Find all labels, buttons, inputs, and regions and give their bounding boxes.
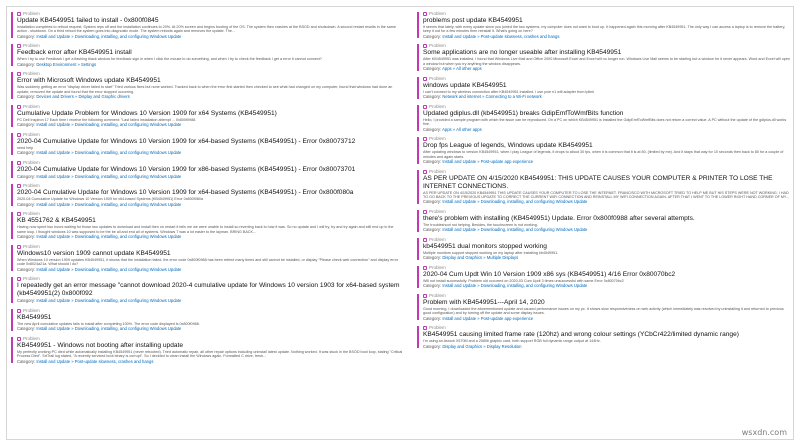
category-path-link[interactable]: Apps » All other apps bbox=[442, 126, 482, 132]
category-path-link[interactable]: Desktop Environment » Settings bbox=[36, 61, 97, 67]
category-label: Category: bbox=[17, 358, 36, 364]
problem-title-link[interactable]: I repeatedly get an error message "cannot download 2020-4 cumulative update for Windows 10 version 1903 for x64-based system (kb4549951(2) 0x800f092 bbox=[17, 282, 400, 298]
problem-tag-label: Problem bbox=[429, 103, 446, 109]
problem-tag-label: Problem bbox=[429, 325, 446, 331]
problem-category bbox=[423, 199, 791, 205]
problem-icon bbox=[423, 137, 427, 141]
problem-category bbox=[423, 66, 791, 72]
problem-description: Having now spent two hours waiting for those two updates to download and install then on restart it tells me we were unable to install so reverting back to how it was. So no update and I will try, try and try again and still end up in the same loop. I thought windows 10 was supposed to be the be all and end all of systems. Windows 7 was a lot easier to the layman. BRING BACK... bbox=[17, 225, 394, 234]
problem-item[interactable] bbox=[11, 211, 403, 239]
problem-item[interactable] bbox=[11, 244, 403, 272]
problem-title-link[interactable]: 2020-04 Cumulative Update for Windows 10 Version 1909 for x64-based Systems (KB4549951) - Error 0x80073712 bbox=[17, 137, 356, 145]
problem-category bbox=[423, 94, 791, 100]
problem-description: 2020-04 Cumulative Update for Windows 10 Version 1909 for x64-based Systems (KB4549951) Error 0x800f080a bbox=[17, 197, 203, 202]
category-label: Category: bbox=[423, 66, 442, 72]
problem-title-link[interactable]: Cumulative Update Problem for Windows 10 Version 1909 for x64 Systems (KB4549951) bbox=[17, 109, 277, 117]
category-path-link[interactable]: Install and Update » Post-update slowness, crashes and hangs bbox=[442, 33, 560, 39]
problem-description: need help bbox=[17, 145, 34, 150]
problem-item[interactable] bbox=[417, 265, 791, 289]
category-path-link[interactable]: Install and Update » Downloading, installing, and configuring Windows Update bbox=[36, 234, 182, 240]
problem-item[interactable] bbox=[11, 308, 403, 332]
problem-icon bbox=[17, 161, 21, 165]
problem-category bbox=[17, 234, 403, 240]
category-path-link[interactable]: Install and Update » Downloading, installing, and configuring Windows Update bbox=[36, 33, 182, 39]
problem-tag-label: Problem bbox=[23, 183, 40, 189]
problem-item[interactable] bbox=[417, 43, 791, 71]
problem-title-link[interactable]: Drop fps League of legends, Windows update KB4549951 bbox=[423, 142, 593, 150]
problem-title-link[interactable]: Some applications are no longer useable after installing KB4549951 bbox=[423, 49, 622, 57]
problem-item[interactable] bbox=[11, 160, 403, 180]
category-path-link[interactable]: Apps » All other apps bbox=[442, 66, 482, 72]
problem-tag-label: Problem bbox=[429, 292, 446, 298]
problem-tag-label: Problem bbox=[429, 208, 446, 214]
problem-title-link[interactable]: 2020-04 Cumulative Update for Windows 10 Version 1909 for x64-based Systems (KB4549951) - Error 0x800f080a bbox=[17, 189, 354, 197]
category-label: Category: bbox=[17, 326, 36, 332]
problem-icon bbox=[17, 277, 21, 281]
watermark: wsxdn.com bbox=[741, 428, 787, 437]
category-path-link[interactable]: Install and Update » Downloading, installing, and configuring Windows Update bbox=[36, 201, 182, 207]
problem-tag-label: Problem bbox=[23, 276, 40, 282]
problem-icon bbox=[423, 294, 427, 298]
category-path-link[interactable]: Install and Update » Downloading, installing, and configuring Windows Update bbox=[442, 199, 588, 205]
problem-category bbox=[423, 283, 791, 289]
problem-title-link[interactable]: KB4549951 causing limited frame rate (120hz) and wrong colour settings (YCbCr422/limited dynamic range) bbox=[423, 331, 739, 339]
problem-icon bbox=[17, 133, 21, 137]
problem-item[interactable] bbox=[417, 104, 791, 132]
problem-tag-label: Problem bbox=[429, 136, 446, 142]
problem-icon bbox=[423, 12, 427, 16]
problem-title-link[interactable]: Problem with KB4549951---April 14, 2020 bbox=[423, 298, 545, 306]
problem-tag-label: Problem bbox=[429, 168, 446, 174]
problem-item[interactable] bbox=[417, 325, 791, 349]
problem-title-link[interactable]: windows update KB4549951 bbox=[423, 81, 507, 89]
category-label: Category: bbox=[17, 173, 36, 179]
problem-category bbox=[17, 267, 403, 273]
problem-title-link[interactable]: there's problem with installing (KB4549951) Update. Error 0x800f0988 after several attempts. bbox=[423, 214, 695, 222]
problem-description: The troubleshoot not helping. Besides, the touchscreen is not working. bbox=[423, 222, 538, 227]
problem-description: My perfectly working PC died while automatically installing KB4549951 (never rebooted). Tried automatic repair, all other repair options including uninstall latest update. Nothing worked. It was stuck in the BSOD boot loop, stating "Critical Process Died". SrtTrail log stated, "A recently serviced boot binary is corrupt". So I decided to clean install the Windows again. Formatted C drive, fresh... bbox=[17, 349, 403, 359]
category-label: Category: bbox=[423, 255, 442, 261]
category-path-link[interactable]: Install and Update » Post-update slowness, crashes and hangs bbox=[36, 358, 154, 364]
problem-icon bbox=[17, 44, 21, 48]
problem-category bbox=[423, 344, 791, 350]
results-column-right bbox=[417, 11, 791, 353]
category-label: Category: bbox=[423, 227, 442, 233]
problem-item[interactable] bbox=[417, 76, 791, 100]
problem-tag-label: Problem bbox=[23, 103, 40, 109]
problem-title-link[interactable]: KB4549951 bbox=[17, 313, 52, 321]
problem-item[interactable] bbox=[11, 71, 403, 99]
problem-category bbox=[17, 359, 403, 365]
problem-category bbox=[17, 150, 403, 156]
problem-category bbox=[17, 122, 403, 128]
category-label: Category: bbox=[17, 33, 36, 39]
category-label: Category: bbox=[17, 122, 36, 128]
problem-description: After updating windows to version KB4549951, when I play League of legends, it drops to about 30 fps, when it is common that it is at 80, (limited by me). And it stays that way for 10 seconds then back to 80 for a couple of minutes and again starts. bbox=[423, 150, 784, 159]
category-label: Category: bbox=[423, 126, 442, 132]
problem-item[interactable] bbox=[11, 43, 403, 67]
problem-category bbox=[423, 227, 791, 233]
problem-item[interactable] bbox=[417, 136, 791, 164]
problem-description: Will not install successfully. Problem old occurred on 2020-03 Cum Updt 3 times unsuccessful with same Error 0x80070bc2 bbox=[423, 278, 624, 283]
problem-tag-label: Problem bbox=[429, 75, 446, 81]
problem-tag-label: Problem bbox=[23, 159, 40, 165]
problem-description: Multiple monitors support stopped working on my laptop after installing kb4549951. bbox=[423, 250, 559, 255]
problem-item[interactable] bbox=[417, 209, 791, 233]
problem-icon bbox=[17, 212, 21, 216]
problem-icon bbox=[423, 77, 427, 81]
problem-description: Was suddenly getting an error "display driver failed to start" Tried various fixes but none worked. Tracked back to when the error first started then checked to see what had changed on my computer, found that windows had done an update, removed the update and found that the error stopped occurring. bbox=[17, 85, 393, 94]
problem-tag-label: Problem bbox=[429, 43, 446, 49]
problem-category bbox=[17, 326, 403, 332]
category-label: Category: bbox=[17, 234, 36, 240]
problem-category bbox=[423, 34, 791, 40]
category-path-link[interactable]: Install and Update » Downloading, installing, and configuring Windows Update bbox=[36, 122, 182, 128]
category-path-link[interactable]: Install and Update » Downloading, installing, and configuring Windows Update bbox=[442, 283, 588, 289]
category-label: Category: bbox=[17, 150, 36, 156]
problem-category bbox=[423, 316, 791, 322]
problem-item[interactable] bbox=[417, 237, 791, 261]
category-label: Category: bbox=[423, 315, 442, 321]
category-label: Category: bbox=[17, 201, 36, 207]
problem-description: Good morning. I downloaded the aforementioned update and caused performance issues on my pc. It shows slow responsiveness on web activity (which immediately was resolved by uninstalling it and returned to previous good configuration) and by turning off the update and some display issues. bbox=[423, 306, 784, 316]
category-label: Category: bbox=[423, 283, 442, 289]
problem-description: I can't connect to my wireless connection after KB4549951 installed. I use pcie n1 wifi adapter from tplink bbox=[423, 89, 595, 94]
problem-icon bbox=[423, 266, 427, 270]
problem-icon bbox=[17, 309, 21, 313]
category-label: Category: bbox=[423, 33, 442, 39]
problem-item[interactable] bbox=[11, 104, 403, 128]
problem-category bbox=[17, 202, 403, 208]
problem-item[interactable] bbox=[11, 183, 403, 207]
category-path-link[interactable]: Install and Update » Downloading, installing, and configuring Windows Update bbox=[36, 266, 182, 272]
category-label: Category: bbox=[17, 266, 36, 272]
category-path-link[interactable]: Install and Update » Downloading, installing, and configuring Windows Update bbox=[442, 227, 588, 233]
problem-title-link[interactable]: AS PER UPDATE ON 4/15/2020 KB4549951: THIS UPDATE CAUSES YOUR COMPUTER & PRINTER TO LOSE THE INTERNET CONNECTIONS. bbox=[423, 174, 773, 190]
category-label: Category: bbox=[423, 94, 442, 100]
problem-icon bbox=[423, 210, 427, 214]
problem-tag-label: Problem bbox=[429, 11, 446, 16]
problem-title-link[interactable]: kb4549951 dual monitors stopped working bbox=[423, 242, 547, 250]
problem-category bbox=[17, 62, 403, 68]
category-path-link[interactable]: Install and Update » Post-update app experience bbox=[442, 315, 534, 321]
problem-category bbox=[17, 34, 403, 40]
problem-title-link[interactable]: Update KB4549951 failed to install - 0x800f0845 bbox=[17, 17, 159, 24]
problem-icon bbox=[423, 105, 427, 109]
category-path-link[interactable]: Install and Update » Downloading, installing, and configuring Windows Update bbox=[36, 150, 182, 156]
results-column-left bbox=[11, 11, 403, 368]
problem-icon bbox=[17, 72, 21, 76]
problem-icon bbox=[17, 105, 21, 109]
problem-item[interactable] bbox=[11, 336, 403, 364]
problem-category bbox=[17, 94, 403, 100]
problem-icon bbox=[17, 184, 21, 188]
problem-description: Hello, I provided a sample program with which the issue can be reproduced. On a PC on which KB4549951 is installed the GdipEmfToWmfBits does not return a correct value. A PC without the update of the gdiplus.dll works fine. bbox=[423, 117, 787, 127]
problem-description: AS PER UPDATE ON 4/15/2020 KB4549951 THIS UPDATE CAUSES YOUR COMPUTER TO LOSE THE INTERNET. FRANCISCO WITH MICROSOFT TRIED TO HELP ME BUT HIS STEPS WERE NOT WORKING. I HAD TO GO BACK TO THE PREVIOUS UPDATE TO CORRECT THE CURRENT WIFI CONNECTION AND REINSTALL MY WIFI CONNECTION AGAIN. AFTER THAT I WENT TO THE LOWER RIGHT HAND CORNER OF MY... bbox=[423, 190, 789, 199]
problem-icon bbox=[423, 170, 427, 174]
category-path-link[interactable]: Install and Update » Downloading, installing, and configuring Windows Update bbox=[36, 173, 182, 179]
category-label: Category: bbox=[423, 343, 442, 349]
category-path-link[interactable]: Devices and Drivers » Display and Graphic drivers bbox=[36, 94, 130, 100]
problem-icon bbox=[17, 12, 21, 16]
problem-description: The new April cumulative updates fails to install after completing 100%. The error code displayed is 0x800f0988. bbox=[17, 321, 200, 326]
problem-item[interactable] bbox=[11, 132, 403, 156]
problem-category bbox=[423, 127, 791, 133]
problem-description: It seems that lately, with every update since you joined the two systems, my computer does not want to boot up. It happened again this morning after KB4549951. The only way I can access a laptop is to remove the battery, keep it out for a few minutes then reinstall it. What's going on here? bbox=[423, 25, 786, 34]
problem-title-link[interactable]: KB4549951 - Windows not booting after installing update bbox=[17, 341, 184, 349]
problem-title-link[interactable]: problems post update KB4549951 bbox=[423, 17, 523, 24]
category-label: Category: bbox=[423, 158, 442, 164]
category-label: Category: bbox=[17, 298, 36, 304]
category-path-link[interactable]: Install and Update » Downloading, installing, and configuring Windows Update bbox=[36, 326, 182, 332]
problem-description: After KB4549951 was installed, I found that Windows Live Mail and Office 2000 Microsoft Excel and Excel will no longer run. Windows Live Mail seems to be starting but a window for it never appears. Word and Excel will open a window but when you try anything the window disappears. bbox=[423, 57, 790, 66]
problem-title-link[interactable]: Error with Microsoft Windows update KB4549951 bbox=[17, 77, 161, 85]
problem-tag-label: Problem bbox=[23, 131, 40, 137]
category-label: Category: bbox=[17, 61, 36, 67]
category-path-link[interactable]: Display and Graphics » Display Resolution bbox=[442, 343, 522, 349]
results-panel bbox=[6, 6, 794, 440]
problem-item[interactable] bbox=[417, 169, 791, 205]
problem-item[interactable] bbox=[11, 276, 403, 304]
problem-description: When Windows 10 version 1909 updates KB4549951, it shows that the installation failed, the error code 0x800f0988 has been retried many times and still cannot be installed, or display "Please check web connection" and display error code 0x8024a21a. What should I do? bbox=[17, 257, 399, 267]
problem-tag-label: Problem bbox=[23, 211, 40, 217]
category-label: Category: bbox=[423, 199, 442, 205]
problem-category bbox=[423, 159, 791, 165]
problem-tag-label: Problem bbox=[23, 243, 40, 249]
category-path-link[interactable]: Display and Graphics » Multiple Displays bbox=[442, 255, 519, 261]
problem-item[interactable] bbox=[417, 293, 791, 321]
problem-description: When I try to use Feedback I get a flashing black window for feedback sign in when I click the mouse to do something, and when I try to check the feedback I get a error it cannot connect? bbox=[17, 57, 322, 62]
problem-title-link[interactable]: Updated gdiplus.dll (kb4549951) breaks GdipEmfToWmfBits function bbox=[423, 109, 624, 117]
problem-item[interactable] bbox=[11, 11, 403, 39]
category-path-link[interactable]: Install and Update » Downloading, installing, and configuring Windows Update bbox=[36, 298, 182, 304]
problem-title-link[interactable]: Windows10 version 1909 cannot update KB4549951 bbox=[17, 249, 171, 257]
problem-title-link[interactable]: KB 4551762 & KB4549951 bbox=[17, 217, 96, 225]
category-path-link[interactable]: Install and Update » Post-update app experience bbox=[442, 158, 534, 164]
problem-description: I'm using an Asrock X570M and a 2080ti graphic card, both support RGB full dynamic range output at 144Hz. bbox=[423, 339, 601, 344]
category-label: Category: bbox=[17, 94, 36, 100]
problem-title-link[interactable]: 2020-04 Cumulative Update for Windows 10 Version 1909 for x86-based Systems (KB4549951) - Error 0x80073701 bbox=[17, 165, 356, 173]
problem-icon bbox=[423, 44, 427, 48]
problem-title-link[interactable]: 2020-04 Cum Updt Win 10 Version 1909 x86 sys (KB4549951) 4/16 Error 0x80070bc2 bbox=[423, 270, 676, 278]
problem-description: PC Dell Inspiron 17 Each time I receive the following comment: "Last failed installation attempt ... 0x800f0988. bbox=[17, 117, 197, 122]
problem-category bbox=[17, 174, 403, 180]
problem-tag-label: Problem bbox=[23, 71, 40, 77]
category-path-link[interactable]: Network and internet » Connecting to a Wi-Fi network bbox=[442, 94, 542, 100]
problem-item[interactable] bbox=[417, 11, 791, 39]
problem-category bbox=[17, 298, 403, 304]
problem-description: Installation completes to reboot request. System reps off and the installation continues to 20%. At 20% screen and begins booting of the OS. The system then crashes at the BSOD and shutsdown. A second restart results in the same action - shutdown. On a third reboot the system goes into diagnostic mode. The system reboots again and removes the update. The... bbox=[17, 25, 396, 34]
problem-tag-label: Problem bbox=[23, 43, 40, 49]
problem-icon bbox=[423, 238, 427, 242]
problem-icon bbox=[17, 337, 21, 341]
problem-category bbox=[423, 255, 791, 261]
problem-icon bbox=[17, 245, 21, 249]
problem-icon bbox=[423, 326, 427, 330]
problem-tag-label: Problem bbox=[429, 236, 446, 242]
problem-tag-label: Problem bbox=[429, 264, 446, 270]
problem-tag-label: Problem bbox=[23, 335, 40, 341]
problem-tag-label: Problem bbox=[23, 11, 40, 16]
problem-tag-label: Problem bbox=[23, 307, 40, 313]
problem-title-link[interactable]: Feedback error after KB4549951 install bbox=[17, 49, 132, 57]
